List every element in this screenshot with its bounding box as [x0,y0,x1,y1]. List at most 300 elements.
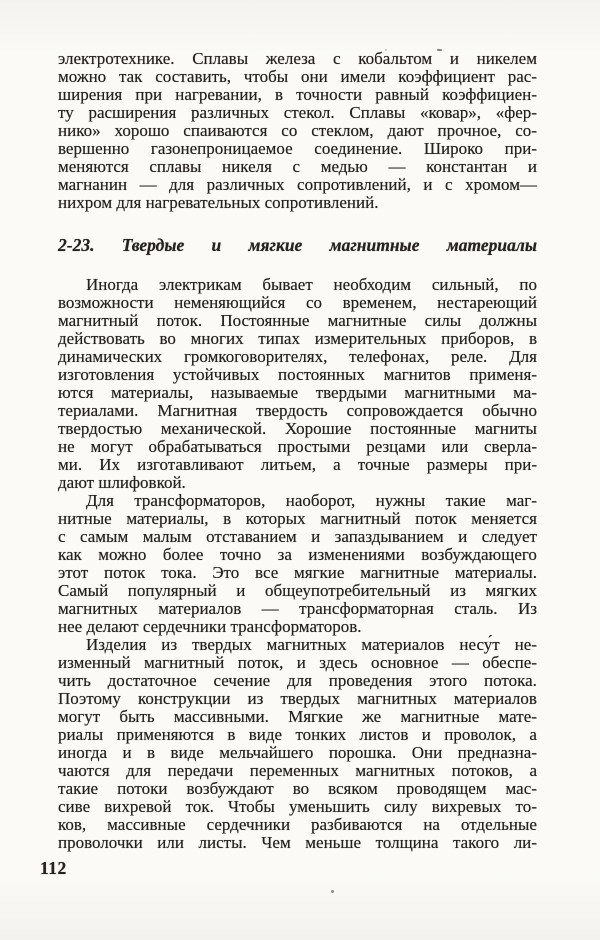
word: во [292,779,310,798]
word: с [58,527,66,546]
text-line [58,816,537,834]
word: Для [86,491,114,510]
word: — [451,653,469,672]
word: самым [80,527,129,546]
text-line [58,104,537,122]
word: и [296,653,306,672]
word: ма- [513,383,537,402]
word: быть [119,707,155,726]
word: силы [424,311,462,330]
word: рас- [507,67,537,86]
word: твердыми [315,383,387,402]
word: трансформаторная [299,599,434,618]
word: в [274,85,284,104]
word: сплавы [149,157,202,176]
word: сталь. [454,599,498,618]
word: несу́т [459,635,500,654]
word: электрикам [158,275,242,294]
word: следует [481,527,537,546]
word: обеспе- [482,653,537,672]
word: трансформаторов, [134,491,266,510]
page-number: 112 [40,858,67,878]
word: магнитный [58,311,139,330]
text-line [58,780,537,798]
word: со [305,293,322,312]
text-line [58,744,537,762]
word: 2-23. [58,235,95,255]
word: Они [411,743,443,762]
word: магнитными [404,383,496,402]
word: а [529,761,537,780]
word: сверла- [484,437,537,456]
word: виде [170,743,204,762]
text-line [58,564,537,582]
word: предназна- [457,743,537,762]
word: измерительных [314,329,427,348]
word: и [423,175,433,194]
text-line [58,492,537,510]
word: мягких [485,581,537,600]
word: с [333,49,341,68]
word: проведения [328,671,413,690]
word: точные [357,455,410,474]
text-line [58,140,537,158]
word: мате- [498,707,537,726]
word: риалы [58,725,104,744]
word: и [236,581,246,600]
word: — [139,175,157,194]
word: имели [340,67,386,86]
word: меньше [305,833,362,852]
text-block [58,50,537,852]
word: сиве [58,797,91,816]
word: а [529,725,537,744]
word: точно [219,545,262,564]
word: мельчайшего [219,743,314,762]
text-line [58,176,537,194]
word: на [423,815,440,834]
word: спаиваются [183,121,268,140]
text-line [58,510,537,528]
text-line [58,158,537,176]
word: телефонах, [349,347,430,366]
word: для [126,761,152,780]
word: и [211,235,222,255]
word: или [157,833,184,852]
word: малым [142,527,192,546]
word: твердых [191,635,252,654]
word: константан [426,157,508,176]
word: постоянные [370,419,457,438]
word: и [421,725,431,744]
word: достаточное [107,671,197,690]
word: вершенно [58,139,130,158]
word: меняются [58,157,129,176]
word: сопротивлений, [297,175,411,194]
word: как [58,545,82,564]
word: для [287,671,312,690]
word: магнитных [58,599,138,618]
word: Поэтому [58,689,121,708]
word: ширения [58,85,123,104]
word: поток [415,509,457,528]
word: кобальтом [358,49,433,68]
text-line [58,834,537,852]
word: Из [517,599,537,618]
text-line [58,600,537,618]
word: тонких [295,725,347,744]
word: или [441,437,469,456]
word: поток, [237,653,284,672]
word: проволок, [444,725,517,744]
word: — [388,157,406,176]
word: не- [514,635,537,654]
word: Сплавы [349,103,406,122]
word: вихревых [431,797,502,816]
word: поток. [156,311,203,330]
word: материалов [158,599,242,618]
word: прочное, [437,121,502,140]
word: Самый [58,581,109,600]
word: основное [370,653,439,672]
word: Это [212,563,240,582]
word: потоков, [451,761,513,780]
word: материалов [453,689,537,708]
word: Чтобы [228,797,275,816]
word: териалами. [58,401,139,420]
word: чить [58,671,91,690]
word: при- [504,455,537,474]
word: изменениями [308,545,405,564]
word: здесь [319,653,358,672]
word: Широко [423,139,483,158]
word: мягкие [294,563,345,582]
word: со- [515,121,537,140]
word: конструкции [137,689,231,708]
word: называемые [210,383,299,402]
word: сильный, [431,275,499,294]
word: нагревании, [175,85,262,104]
word: такие [58,779,99,798]
word: устойчивых [172,365,260,384]
word: чаются [58,761,110,780]
word: материалов [361,635,445,654]
word: не [58,437,75,456]
word: изготавливают [137,455,244,474]
word: которых [245,509,306,528]
word: проволочки [58,833,143,852]
word: многих [190,329,244,348]
word: наоборот, [285,491,356,510]
word: твердостью [58,419,143,438]
word: магнитных [357,689,437,708]
word: с [292,157,301,176]
word: ли- [513,833,537,852]
word: мас- [505,779,537,798]
word: с [445,175,453,194]
word: применя- [469,365,537,384]
word: запаздыванием [334,527,444,546]
word: «фер- [495,103,537,122]
word: дают [387,121,424,140]
word: и [311,527,321,546]
word: изготовления [58,365,155,384]
text-line [58,366,537,384]
word: сопровождается [346,401,464,420]
word: магнитов [383,365,451,384]
text-line [58,294,537,312]
word: Для [509,347,537,366]
word: никелем [476,49,537,68]
word: точности [296,85,363,104]
text-line [58,528,537,546]
word: массивные [107,815,186,834]
word: в [223,509,232,528]
word: коэффициен- [442,85,537,104]
word: стекол. [283,103,335,122]
word: материалы. [454,563,537,582]
scan-speck [331,890,334,893]
text-line [58,672,537,690]
word: приборов, [441,329,515,348]
word: твердость [256,401,328,420]
word: могут [90,437,133,456]
word: Чем [261,833,291,852]
word: Иногда [86,275,139,294]
word: так [119,67,143,86]
text-line [58,726,537,744]
word: для [169,175,195,194]
word: магнитные [329,235,420,255]
word: возбуждают [186,779,274,798]
word: возможности [58,293,154,312]
text-line [58,636,537,654]
word: материалы, [126,509,209,528]
word: магнитные [327,311,407,330]
word: сечение [213,671,271,690]
paragraph [58,636,537,852]
word: толщина [375,833,439,852]
text-line [58,690,537,708]
word: бывает [262,275,313,294]
word: популярный [127,581,217,600]
word: неменяющийся [174,293,286,312]
word: со [281,121,298,140]
word: коэффициент [398,67,495,86]
word: хорошо [114,121,170,140]
word: могут [58,707,101,726]
word: Мягкие [288,707,343,726]
word: иногда [58,743,108,762]
word: временем, [342,293,417,312]
text-line [58,582,537,600]
text-line [58,122,537,140]
word: маг- [506,491,537,510]
word: из [450,581,466,600]
word: ми. [58,455,83,474]
word: нитные [58,509,112,528]
word: «ковар», [420,103,482,122]
text-line [58,762,537,780]
word: Сплавы [192,49,249,68]
text-line: нее делают сердечники трансформаторов. [58,617,362,636]
word: динамических [58,347,163,366]
word: потоки [117,779,168,798]
word: изменный [58,653,131,672]
word: Постоянные [220,311,310,330]
word: все [255,563,279,582]
word: магнитных [355,761,436,780]
text-line [58,654,537,672]
text-line [58,50,537,68]
word: проводящем [396,779,487,798]
word: сердечники [206,815,291,834]
word: хромом— [465,175,537,194]
word: ту [58,103,74,122]
word: этого [429,671,468,690]
word: литьем, [260,455,317,474]
word: действовать [58,329,145,348]
word: материалы [446,235,537,255]
word: магнанин [58,175,128,194]
word: отдельные [460,815,537,834]
word: ются [58,383,94,402]
word: соединение. [314,139,403,158]
word: во [159,329,176,348]
word: этот [58,563,89,582]
word: и [122,743,132,762]
word: листов [359,725,409,744]
word: Их [99,455,120,474]
word: ток. [185,797,214,816]
word: и [449,49,459,68]
word: при [135,85,163,104]
text-line [58,312,537,330]
word: различных [191,103,269,122]
word: же [362,707,382,726]
word: простыми [277,437,351,456]
word: обычно [482,401,537,420]
text-line [58,402,537,420]
word: стеклом, [311,121,374,140]
word: более [162,545,204,564]
word: реле. [450,347,488,366]
word: разбиваются [311,815,403,834]
word: Изделия [86,635,147,654]
word: никеля [222,157,272,176]
text-line [58,456,537,474]
word: силу [383,797,418,816]
word: в [227,725,236,744]
word: то- [515,797,537,816]
word: переменных [249,761,339,780]
word: обрабатываться [148,437,262,456]
word: при- [504,139,537,158]
word: и [458,527,468,546]
text-line [58,68,537,86]
word: чтобы [243,67,289,86]
word: размеры [426,455,488,474]
word: магнитных [266,635,347,654]
word: различных [206,175,285,194]
word: Хорошие [284,419,352,438]
text-line [58,438,537,456]
paragraph [58,492,537,636]
word: из [161,635,178,654]
word: нестареющий [437,293,537,312]
word: материалы, [111,383,194,402]
word: магнитный [143,653,225,672]
word: уменьшить [288,797,370,816]
word: расширения [88,103,177,122]
text-line [58,420,537,438]
word: по [519,275,537,294]
word: они [300,67,328,86]
word: газонепроницаемое [150,139,293,158]
word: нужны [375,491,426,510]
word: такого [452,833,500,852]
word: виде [248,725,283,744]
word: типах [258,329,300,348]
word: твердых [280,689,341,708]
word: магниты [474,419,537,438]
text-line [58,708,537,726]
word: электротехнике. [58,49,175,68]
word: мягкие [248,235,303,255]
text-line [58,348,537,366]
word: порошка. [328,743,397,762]
word: в [528,329,537,348]
word: и [527,157,537,176]
word: из [247,689,264,708]
word: потока. [484,671,537,690]
word: общеупотребительный [264,581,431,600]
word: железа [265,49,316,68]
paragraph [58,50,537,212]
word: должны [479,311,537,330]
word: передачи [167,761,234,780]
word: нико» [58,121,101,140]
paragraph [58,276,537,492]
word: массивными. [173,707,269,726]
word: — [261,599,279,618]
word: можно [98,545,147,564]
word: магнитный [320,509,401,528]
word: листы. [198,833,247,852]
text-line: нихром для нагревательных сопротивлений. [58,193,379,212]
text-line [58,86,537,104]
word: медью [320,157,368,176]
word: Твердые [121,235,185,255]
word: магнитные [360,563,440,582]
word: в [147,743,156,762]
word: такие [445,491,486,510]
text-line [58,384,537,402]
text-line: дают шлифовкой. [58,473,186,492]
text-line [58,276,537,294]
word: тока. [161,563,197,582]
text-line [58,330,537,348]
word: Магнитная [157,401,238,420]
word: ков, [58,815,87,834]
word: применяются [116,725,214,744]
word: меняется [471,509,537,528]
word: вихревой [104,797,172,816]
section-heading [58,235,537,256]
word: громкоговорителях, [183,347,328,366]
word: необходим [333,275,412,294]
word: магнитные [400,707,480,726]
